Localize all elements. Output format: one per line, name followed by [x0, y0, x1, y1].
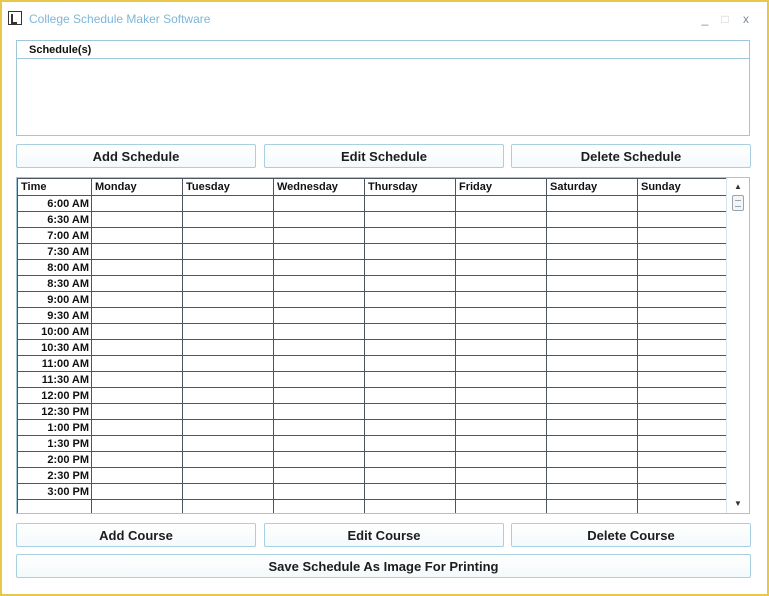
schedule-cell[interactable]	[365, 356, 456, 372]
schedule-cell[interactable]	[456, 484, 547, 500]
schedule-cell[interactable]	[456, 500, 547, 515]
schedule-cell[interactable]	[274, 196, 365, 212]
scroll-thumb[interactable]	[732, 195, 744, 211]
schedule-cell[interactable]	[274, 436, 365, 452]
column-header-saturday: Saturday	[547, 179, 638, 196]
table-row	[18, 276, 728, 292]
delete-schedule-button[interactable]: Delete Schedule	[511, 144, 751, 168]
time-cell: 1:00 PM	[18, 420, 92, 436]
table-row	[18, 372, 728, 388]
column-header-monday: Monday	[92, 179, 183, 196]
schedule-cell[interactable]	[547, 356, 638, 372]
schedule-grid	[16, 177, 750, 514]
schedule-cell[interactable]	[274, 372, 365, 388]
time-cell: 2:00 PM	[18, 452, 92, 468]
schedules-list-header	[17, 41, 749, 59]
schedule-cell[interactable]	[92, 420, 183, 436]
schedule-table	[17, 178, 728, 514]
title-bar[interactable]	[2, 2, 767, 38]
scroll-up-icon[interactable]: ▲	[734, 182, 742, 191]
schedule-cell[interactable]	[183, 372, 274, 388]
schedule-cell[interactable]	[365, 420, 456, 436]
column-header-time: Time	[18, 179, 92, 196]
schedule-cell[interactable]	[365, 324, 456, 340]
schedule-cell[interactable]	[92, 500, 183, 515]
schedule-cell[interactable]	[274, 404, 365, 420]
schedule-cell[interactable]	[365, 196, 456, 212]
schedule-cell[interactable]	[92, 468, 183, 484]
schedule-cell[interactable]	[365, 468, 456, 484]
schedule-cell[interactable]	[365, 260, 456, 276]
table-row	[18, 420, 728, 436]
schedule-cell[interactable]	[638, 260, 728, 276]
edit-schedule-button[interactable]: Edit Schedule	[264, 144, 504, 168]
schedule-cell[interactable]	[638, 404, 728, 420]
schedule-cell[interactable]	[547, 388, 638, 404]
time-cell: 12:00 PM	[18, 388, 92, 404]
column-header-friday: Friday	[456, 179, 547, 196]
schedule-cell[interactable]	[638, 420, 728, 436]
scroll-down-icon[interactable]: ▼	[734, 499, 742, 508]
schedule-cell[interactable]	[274, 324, 365, 340]
schedule-cell[interactable]	[365, 228, 456, 244]
schedule-cell[interactable]	[365, 292, 456, 308]
schedule-cell[interactable]	[456, 420, 547, 436]
schedule-cell[interactable]	[547, 308, 638, 324]
schedule-cell[interactable]	[638, 388, 728, 404]
time-cell: 11:30 AM	[18, 372, 92, 388]
schedule-cell[interactable]	[183, 388, 274, 404]
schedule-cell[interactable]	[547, 260, 638, 276]
schedule-cell[interactable]	[274, 244, 365, 260]
time-cell: 11:00 AM	[18, 356, 92, 372]
schedule-cell[interactable]	[456, 212, 547, 228]
schedule-cell[interactable]	[456, 468, 547, 484]
table-row	[18, 340, 728, 356]
schedule-cell[interactable]	[183, 308, 274, 324]
schedule-cell[interactable]	[92, 452, 183, 468]
time-cell: 12:30 PM	[18, 404, 92, 420]
schedule-cell[interactable]	[456, 308, 547, 324]
time-cell: 9:30 AM	[18, 308, 92, 324]
schedule-cell[interactable]	[547, 228, 638, 244]
schedule-cell[interactable]	[365, 484, 456, 500]
table-row	[18, 196, 728, 212]
schedules-list[interactable]	[16, 40, 750, 136]
schedule-cell[interactable]	[638, 244, 728, 260]
schedule-cell[interactable]	[456, 324, 547, 340]
schedule-cell[interactable]	[274, 260, 365, 276]
schedule-cell[interactable]	[638, 372, 728, 388]
time-cell: 10:00 AM	[18, 324, 92, 340]
schedule-cell[interactable]	[456, 356, 547, 372]
schedule-cell[interactable]	[456, 196, 547, 212]
schedule-cell[interactable]	[638, 452, 728, 468]
schedule-cell[interactable]	[274, 228, 365, 244]
close-icon[interactable]: x	[743, 12, 749, 26]
time-cell: 2:30 PM	[18, 468, 92, 484]
table-row	[18, 452, 728, 468]
schedule-cell[interactable]	[547, 372, 638, 388]
schedule-cell[interactable]	[92, 436, 183, 452]
schedule-cell[interactable]	[92, 356, 183, 372]
schedule-cell[interactable]	[92, 372, 183, 388]
schedule-cell[interactable]	[365, 372, 456, 388]
schedule-cell[interactable]	[183, 244, 274, 260]
schedule-cell[interactable]	[547, 436, 638, 452]
time-cell	[18, 500, 92, 515]
time-cell: 8:00 AM	[18, 260, 92, 276]
schedule-cell[interactable]	[365, 436, 456, 452]
schedule-cell[interactable]	[183, 340, 274, 356]
schedule-cell[interactable]	[547, 452, 638, 468]
schedule-cell[interactable]	[92, 212, 183, 228]
table-header-row	[18, 179, 728, 196]
schedule-cell[interactable]	[547, 484, 638, 500]
table-row	[18, 260, 728, 276]
schedule-cell[interactable]	[92, 276, 183, 292]
column-header-thursday: Thursday	[365, 179, 456, 196]
schedule-cell[interactable]	[92, 196, 183, 212]
schedule-cell[interactable]	[638, 228, 728, 244]
schedule-cell[interactable]	[456, 452, 547, 468]
table-row	[18, 484, 728, 500]
schedule-cell[interactable]	[274, 500, 365, 515]
delete-course-button[interactable]: Delete Course	[511, 523, 751, 547]
table-row	[18, 436, 728, 452]
schedule-cell[interactable]	[183, 276, 274, 292]
schedule-cell[interactable]	[183, 292, 274, 308]
schedule-cell[interactable]	[547, 468, 638, 484]
schedule-cell[interactable]	[456, 228, 547, 244]
time-cell: 9:00 AM	[18, 292, 92, 308]
column-header-sunday: Sunday	[638, 179, 728, 196]
schedule-cell[interactable]	[638, 500, 728, 515]
time-cell: 6:30 AM	[18, 212, 92, 228]
schedule-cell[interactable]	[365, 308, 456, 324]
schedule-cell[interactable]	[638, 324, 728, 340]
schedule-cell[interactable]	[365, 212, 456, 228]
table-row	[18, 292, 728, 308]
schedule-cell[interactable]	[456, 244, 547, 260]
schedule-cell[interactable]	[92, 484, 183, 500]
schedule-cell[interactable]	[547, 212, 638, 228]
schedule-cell[interactable]	[274, 484, 365, 500]
schedule-cell[interactable]	[92, 260, 183, 276]
schedule-cell[interactable]	[92, 308, 183, 324]
schedule-cell[interactable]	[183, 500, 274, 515]
add-schedule-button[interactable]: Add Schedule	[16, 144, 256, 168]
schedule-cell[interactable]	[92, 228, 183, 244]
schedule-cell[interactable]	[183, 468, 274, 484]
table-row	[18, 244, 728, 260]
schedule-cell[interactable]	[92, 292, 183, 308]
schedule-cell[interactable]	[547, 292, 638, 308]
schedule-cell[interactable]	[365, 340, 456, 356]
schedule-cell[interactable]	[365, 452, 456, 468]
schedule-cell[interactable]	[456, 372, 547, 388]
schedule-cell[interactable]	[92, 388, 183, 404]
schedule-cell[interactable]	[456, 276, 547, 292]
table-row	[18, 324, 728, 340]
schedule-cell[interactable]	[365, 244, 456, 260]
schedule-cell[interactable]	[183, 260, 274, 276]
table-row	[18, 356, 728, 372]
schedule-cell[interactable]	[274, 340, 365, 356]
schedule-cell[interactable]	[183, 196, 274, 212]
schedule-cell[interactable]	[638, 484, 728, 500]
schedule-cell[interactable]	[547, 500, 638, 515]
schedule-cell[interactable]	[638, 292, 728, 308]
schedule-cell[interactable]	[274, 276, 365, 292]
schedule-cell[interactable]	[274, 212, 365, 228]
table-row	[18, 404, 728, 420]
schedule-cell[interactable]	[547, 244, 638, 260]
column-header-tuesday: Tuesday	[183, 179, 274, 196]
edit-course-button[interactable]: Edit Course	[264, 523, 504, 547]
schedule-cell[interactable]	[92, 340, 183, 356]
time-cell: 6:00 AM	[18, 196, 92, 212]
time-cell: 8:30 AM	[18, 276, 92, 292]
schedule-cell[interactable]	[638, 356, 728, 372]
schedule-cell[interactable]	[638, 212, 728, 228]
schedule-cell[interactable]	[456, 404, 547, 420]
schedule-cell[interactable]	[365, 500, 456, 515]
app-icon	[8, 11, 22, 25]
schedule-cell[interactable]	[183, 436, 274, 452]
schedule-cell[interactable]	[92, 404, 183, 420]
schedule-cell[interactable]	[638, 196, 728, 212]
schedule-cell[interactable]	[365, 388, 456, 404]
schedule-cell[interactable]	[183, 228, 274, 244]
time-cell: 7:00 AM	[18, 228, 92, 244]
schedules-header-label: Schedule(s)	[29, 44, 92, 56]
table-row	[18, 228, 728, 244]
table-row	[18, 308, 728, 324]
schedule-cell[interactable]	[547, 276, 638, 292]
schedule-cell[interactable]	[365, 404, 456, 420]
schedule-cell[interactable]	[183, 404, 274, 420]
time-cell: 10:30 AM	[18, 340, 92, 356]
table-row	[18, 500, 728, 515]
schedule-cell[interactable]	[92, 244, 183, 260]
schedule-cell[interactable]	[456, 388, 547, 404]
maximize-icon[interactable]: □	[721, 12, 729, 26]
schedule-cell[interactable]	[456, 436, 547, 452]
schedule-cell[interactable]	[183, 324, 274, 340]
schedule-cell[interactable]	[274, 468, 365, 484]
schedule-cell[interactable]	[274, 356, 365, 372]
schedule-cell[interactable]	[183, 420, 274, 436]
time-cell: 7:30 AM	[18, 244, 92, 260]
vertical-scrollbar[interactable]	[726, 178, 749, 513]
table-row	[18, 468, 728, 484]
schedule-cell[interactable]	[638, 468, 728, 484]
schedule-cell[interactable]	[274, 292, 365, 308]
schedule-cell[interactable]	[274, 452, 365, 468]
schedule-cell[interactable]	[547, 340, 638, 356]
schedule-cell[interactable]	[456, 292, 547, 308]
schedule-cell[interactable]	[183, 452, 274, 468]
schedule-cell[interactable]	[547, 404, 638, 420]
schedule-cell[interactable]	[456, 340, 547, 356]
window-title: College Schedule Maker Software	[29, 12, 211, 26]
schedule-cell[interactable]	[547, 420, 638, 436]
schedule-cell[interactable]	[547, 324, 638, 340]
schedule-cell[interactable]	[638, 436, 728, 452]
schedule-cell[interactable]	[183, 484, 274, 500]
schedule-cell[interactable]	[274, 308, 365, 324]
time-cell: 3:00 PM	[18, 484, 92, 500]
schedule-cell[interactable]	[274, 420, 365, 436]
schedule-cell[interactable]	[638, 308, 728, 324]
minimize-icon[interactable]: _	[701, 12, 709, 26]
time-cell: 1:30 PM	[18, 436, 92, 452]
table-row	[18, 388, 728, 404]
schedule-cell[interactable]	[456, 260, 547, 276]
schedule-cell[interactable]	[183, 212, 274, 228]
schedule-cell[interactable]	[638, 276, 728, 292]
column-header-wednesday: Wednesday	[274, 179, 365, 196]
schedule-cell[interactable]	[365, 276, 456, 292]
schedule-cell[interactable]	[92, 324, 183, 340]
schedule-cell[interactable]	[638, 340, 728, 356]
schedule-cell[interactable]	[183, 356, 274, 372]
add-course-button[interactable]: Add Course	[16, 523, 256, 547]
table-row	[18, 212, 728, 228]
schedule-cell[interactable]	[547, 196, 638, 212]
schedule-cell[interactable]	[274, 388, 365, 404]
save-image-button[interactable]: Save Schedule As Image For Printing	[16, 554, 751, 578]
